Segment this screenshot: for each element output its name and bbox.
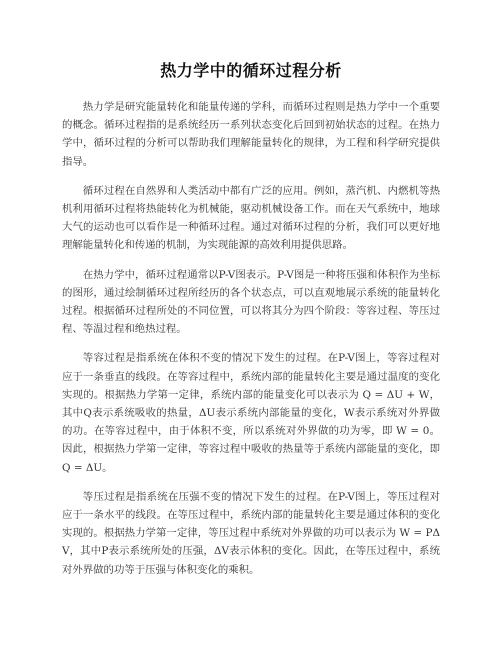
paragraph-1: 热力学是研究能量转化和能量传递的学科，而循环过程则是热力学中一个重要的概念。循环过程指的是系统经历一系列状态变化后回到初始状态的过程。在热力学中，循环过程的分析可以帮助我们理解能量转化的规律，为工程和科学研究提供指导。 <box>62 101 440 168</box>
paragraph-2: 循环过程在自然界和人类活动中都有广泛的应用。例如，蒸汽机、内燃机等热机利用循环过程将热能转化为机械能，驱动机械设备工作。而在天气系统中，地球大气的运动也可以看作是一种循环过程。通过对循环过程的分析，我们可以更好地理解能量转化和传递的机制，为实现能源的高效利用提供思路。 <box>62 184 440 252</box>
document-title: 热力学中的循环过程分析 <box>160 61 342 80</box>
paragraph-5: 等压过程是指系统在压强不变的情况下发生的过程。在P-V图上，等压过程对应于一条水平的线段。在等压过程中，系统内部的能量转化主要是通过体积的变化实现的。根据热力学第一定律，等压过程中系统对外界做的功可以表示为 W = PΔV，其中P表示系统所处的压强，ΔV表示体积的变化。因此，在等压过程中，系统对外界做的功等于压强与体积变化的乘积。 <box>62 490 440 576</box>
paragraph-3: 在热力学中，循环过程通常以P-V图表示。P-V图是一种将压强和体积作为坐标的图形，通过绘制循环过程所经历的各个状态点，可以直观地展示系统的能量转化过程。根据循环过程所处的不同位置，可以将其分为四个阶段：等容过程、等压过程、等温过程和绝热过程。 <box>62 268 440 336</box>
paragraph-4: 等容过程是指系统在体积不变的情况下发生的过程。在P-V图上，等容过程对应于一条垂直的线段。在等容过程中，系统内部的能量转化主要是通过温度的变化实现的。根据热力学第一定律，系统内部的能量变化可以表示为 Q = ΔU + W，其中Q表示系统吸收的热量，ΔU表示系统内部能量的变化，W表示系统对外界做的功。在等容过程中，由于体积不变，所以系统对外界做的功为零，即 W = 0。因此，根据热力学第一定律，等容过程中吸收的热量等于系统内部能量的变化，即 Q = ΔU。 <box>62 352 440 474</box>
document-body <box>62 98 440 590</box>
